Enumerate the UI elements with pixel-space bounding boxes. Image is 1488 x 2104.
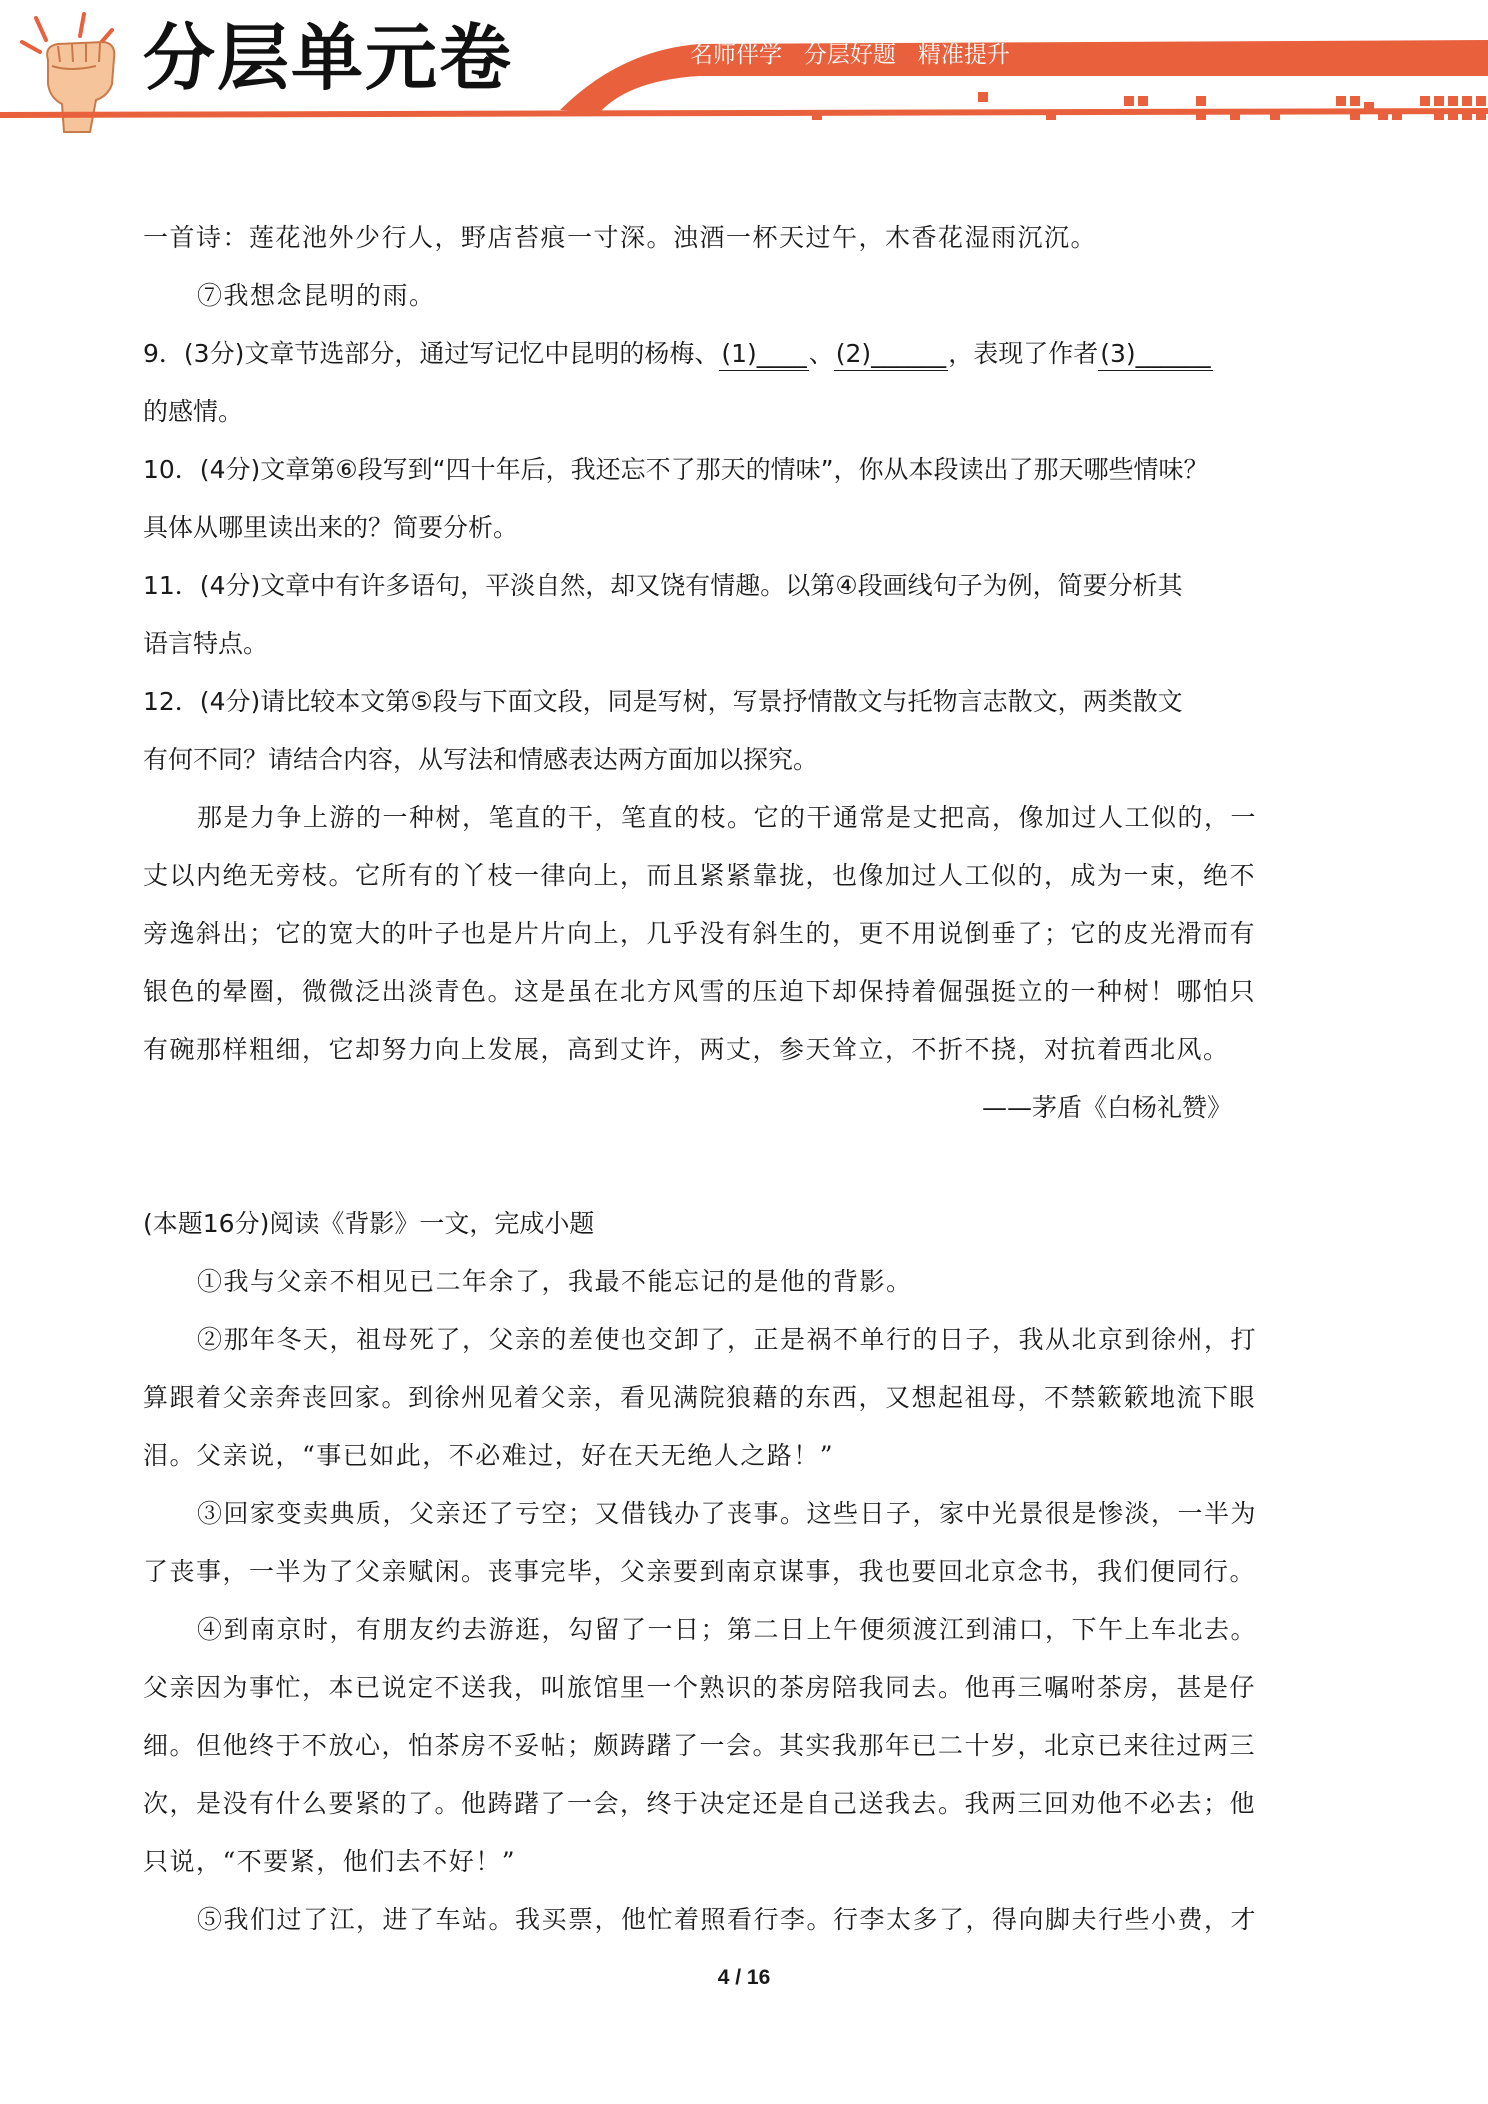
excerpt-line: 旁逸斜出；它的宽大的叶子也是片片向上，几乎没有斜生的，更不用说倒垂了；它的皮光滑而有 [143, 919, 1257, 948]
answer-blank-1[interactable]: (1)____ [719, 338, 808, 371]
page-header [0, 0, 1488, 140]
passage-line: 泪。父亲说，“事已如此，不必难过，好在天无绝人之路！” [143, 1441, 835, 1470]
question-11-continuation: 语言特点。 [143, 629, 269, 658]
passage-line: 细。但他终于不放心，怕茶房不妥帖；颇踌躇了一会。其实我那年已二十岁，北京已来往过两三 [143, 1731, 1257, 1760]
passage-line: 父亲因为事忙，本已说定不送我，叫旅馆里一个熟识的茶房陪我同去。他再三嘱咐茶房，甚是仔 [143, 1673, 1257, 1702]
passage-line: ②那年冬天，祖母死了，父亲的差使也交卸了，正是祸不单行的日子，我从北京到徐州，打 [197, 1325, 1258, 1354]
question-10: 10．(4分)文章第⑥段写到“四十年后，我还忘不了那天的情味”，你从本段读出了那天哪些情味？ [143, 455, 1209, 484]
passage-line: ④到南京时，有朋友约去游逛，勾留了一日；第二日上午便须渡江到浦口，下午上车北去。 [197, 1615, 1258, 1644]
section-heading: (本题16分)阅读《背影》一文，完成小题 [143, 1209, 595, 1238]
excerpt-line: 有碗那样粗细，它却努力向上发展，高到丈许，两丈，参天耸立，不折不挠，对抗着西北风。 [143, 1035, 1230, 1064]
excerpt-line: 丈以内绝无旁枝。它所有的丫枝一律向上，而且紧紧靠拢，也像加过人工似的，成为一束，绝不 [143, 861, 1257, 890]
passage-line: ①我与父亲不相见已二年余了，我最不能忘记的是他的背影。 [197, 1267, 913, 1296]
passage-line: 了丧事，一半为了父亲赋闲。丧事完毕，父亲要到南京谋事，我也要回北京念书，我们便同行。 [143, 1557, 1257, 1586]
passage-line: 算跟着父亲奔丧回家。到徐州见着父亲，看见满院狼藉的东西，又想起祖母，不禁簌簌地流下眼 [143, 1383, 1257, 1412]
question-12-continuation: 有何不同？请结合内容，从写法和情感表达两方面加以探究。 [143, 745, 819, 774]
question-9-separator: 、 [808, 339, 834, 368]
question-9 [143, 336, 1243, 372]
answer-blank-3[interactable]: (3)______ [1098, 338, 1212, 371]
poem-line: 一首诗：莲花池外少行人，野店苔痕一寸深。浊酒一杯天过午，木香花湿雨沉沉。 [143, 223, 1098, 252]
question-9-continuation: 的感情。 [143, 397, 244, 426]
page-number: 4 / 16 [717, 1966, 771, 1989]
decorative-squares [812, 92, 1486, 120]
question-11: 11．(4分)文章中有许多语句，平淡自然，却又饶有情趣。以第④段画线句子为例，简要分析其 [143, 571, 1183, 600]
question-10-continuation: 具体从哪里读出来的？简要分析。 [143, 513, 519, 542]
passage-line: 次，是没有什么要紧的了。他踌躇了一会，终于决定还是自己送我去。我两三回劝他不必去；他 [143, 1789, 1257, 1818]
paragraph-7: ⑦我想念昆明的雨。 [197, 281, 436, 310]
excerpt-line: 银色的晕圈，微微泛出淡青色。这是虽在北方风雪的压迫下却保持着倔强挺立的一种树！哪怕只 [143, 977, 1257, 1006]
brand-title: 分层单元卷 [143, 16, 514, 100]
question-9-middle: ，表现了作者 [948, 339, 1099, 368]
passage-line: ③回家变卖典质，父亲还了亏空；又借钱办了丧事。这些日子，家中光景很是惨淡，一半为 [197, 1499, 1258, 1528]
passage-line: ⑤我们过了江，进了车站。我买票，他忙着照看行李。行李太多了，得向脚夫行些小费，才 [197, 1905, 1258, 1934]
excerpt-line: 那是力争上游的一种树，笔直的干，笔直的枝。它的干通常是丈把高，像加过人工似的，一 [197, 803, 1258, 832]
excerpt-attribution: ——茅盾《白杨礼赞》 [981, 1093, 1232, 1122]
answer-blank-2[interactable]: (2)______ [834, 338, 948, 371]
header-slogan: 名师伴学 分层好题 精准提升 [690, 42, 1010, 68]
question-9-text: 9．(3分)文章节选部分，通过写记忆中昆明的杨梅、 [143, 339, 720, 368]
question-12: 12．(4分)请比较本文第⑤段与下面文段，同是写树，写景抒情散文与托物言志散文，两类散文 [143, 687, 1183, 716]
passage-line: 只说，“不要紧，他们去不好！” [143, 1847, 517, 1876]
